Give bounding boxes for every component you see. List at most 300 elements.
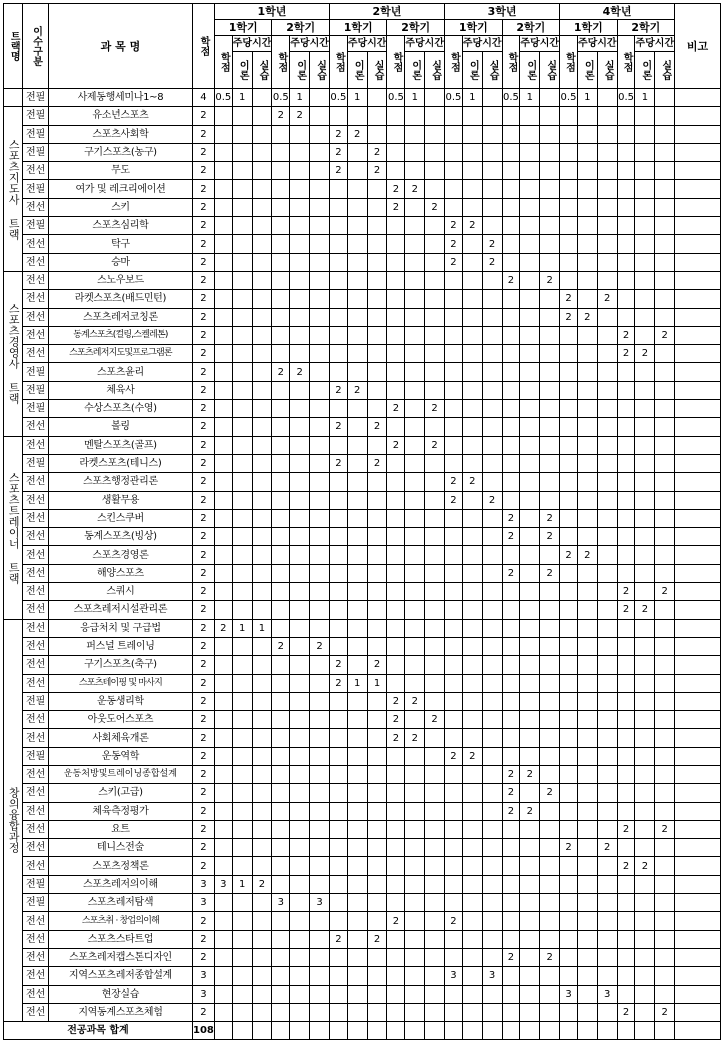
grid-cell	[329, 271, 347, 289]
grid-cell	[540, 583, 560, 601]
grid-cell	[272, 162, 290, 180]
grid-cell	[502, 436, 520, 454]
grid-cell	[635, 308, 655, 326]
grid-cell	[329, 948, 347, 966]
grid-cell	[502, 418, 520, 436]
grid-cell	[560, 711, 578, 729]
grid-cell	[425, 363, 445, 381]
grid-cell	[655, 564, 675, 582]
grid-cell	[214, 253, 232, 271]
grid-cell	[655, 546, 675, 564]
course-type: 전필	[23, 363, 49, 381]
grid-cell	[310, 674, 330, 692]
grid-cell	[347, 363, 367, 381]
grid-cell	[502, 363, 520, 381]
header-credit: 학점	[193, 4, 215, 89]
grid-cell: 2	[405, 180, 425, 198]
grid-cell: 2	[540, 948, 560, 966]
grid-cell	[462, 583, 482, 601]
header-weekly-hours: 주당시간	[405, 36, 445, 52]
remark-cell	[675, 948, 721, 966]
grid-cell	[347, 180, 367, 198]
grid-cell	[405, 857, 425, 875]
grid-cell	[462, 765, 482, 783]
grid-cell	[387, 802, 405, 820]
grid-cell	[310, 857, 330, 875]
grid-cell	[310, 217, 330, 235]
grid-cell	[635, 1022, 655, 1040]
course-credit: 2	[193, 637, 215, 655]
grid-cell	[310, 802, 330, 820]
header-sem-credit: 학점	[617, 36, 635, 89]
grid-cell	[367, 290, 387, 308]
grid-cell	[597, 308, 617, 326]
grid-cell	[347, 400, 367, 418]
grid-cell	[520, 509, 540, 527]
grid-cell	[520, 235, 540, 253]
grid-cell	[252, 326, 272, 344]
grid-cell	[502, 125, 520, 143]
grid-cell	[272, 583, 290, 601]
grid-cell	[329, 491, 347, 509]
grid-cell	[520, 217, 540, 235]
grid-cell	[597, 125, 617, 143]
grid-cell	[462, 930, 482, 948]
course-credit: 4	[193, 89, 215, 107]
grid-cell	[232, 235, 252, 253]
grid-cell	[462, 802, 482, 820]
grid-cell	[214, 180, 232, 198]
grid-cell	[560, 198, 578, 216]
grid-cell	[252, 491, 272, 509]
grid-cell	[445, 637, 463, 655]
grid-cell	[367, 1022, 387, 1040]
grid-cell	[617, 436, 635, 454]
grid-cell	[655, 180, 675, 198]
grid-cell	[617, 747, 635, 765]
grid-cell	[520, 143, 540, 161]
table-row	[4, 473, 721, 491]
grid-cell	[232, 345, 252, 363]
table-row	[4, 912, 721, 930]
grid-cell	[272, 1022, 290, 1040]
grid-cell	[445, 143, 463, 161]
grid-cell	[482, 894, 502, 912]
grid-cell	[540, 546, 560, 564]
table-row	[4, 308, 721, 326]
grid-cell	[367, 1003, 387, 1021]
grid-cell	[520, 583, 540, 601]
table-row	[4, 747, 721, 765]
grid-cell	[445, 692, 463, 710]
grid-cell	[520, 729, 540, 747]
grid-cell	[387, 235, 405, 253]
grid-cell	[310, 125, 330, 143]
grid-cell	[347, 418, 367, 436]
grid-cell	[462, 1003, 482, 1021]
grid-cell	[405, 637, 425, 655]
grid-cell	[367, 784, 387, 802]
grid-cell	[425, 692, 445, 710]
grid-cell	[310, 583, 330, 601]
grid-cell	[560, 1022, 578, 1040]
course-type: 전선	[23, 839, 49, 857]
grid-cell	[520, 198, 540, 216]
grid-cell	[482, 583, 502, 601]
table-row	[4, 528, 721, 546]
header-hour-type: 실습	[367, 52, 387, 89]
grid-cell	[387, 820, 405, 838]
grid-cell	[252, 198, 272, 216]
grid-cell	[462, 454, 482, 472]
grid-cell	[482, 820, 502, 838]
grid-cell	[540, 491, 560, 509]
grid-cell	[232, 491, 252, 509]
grid-cell	[329, 198, 347, 216]
grid-cell	[405, 820, 425, 838]
grid-cell	[329, 802, 347, 820]
grid-cell	[232, 930, 252, 948]
grid-cell	[272, 546, 290, 564]
grid-cell	[310, 418, 330, 436]
grid-cell	[560, 418, 578, 436]
total-label: 전공과목 합계	[4, 1022, 193, 1040]
grid-cell	[540, 381, 560, 399]
track-name: 스포츠트레이너 트랙	[4, 436, 23, 619]
grid-cell	[252, 180, 272, 198]
grid-cell	[655, 473, 675, 491]
grid-cell: 2	[635, 601, 655, 619]
grid-cell	[290, 290, 310, 308]
course-type: 전선	[23, 509, 49, 527]
grid-cell	[252, 345, 272, 363]
grid-cell	[597, 948, 617, 966]
grid-cell	[445, 839, 463, 857]
grid-cell	[635, 546, 655, 564]
grid-cell	[272, 308, 290, 326]
grid-cell	[617, 619, 635, 637]
grid-cell	[577, 601, 597, 619]
grid-cell: 1	[635, 89, 655, 107]
course-type: 전선	[23, 619, 49, 637]
grid-cell	[540, 326, 560, 344]
grid-cell	[214, 674, 232, 692]
grid-cell	[502, 235, 520, 253]
grid-cell	[617, 290, 635, 308]
grid-cell	[617, 180, 635, 198]
course-credit: 2	[193, 235, 215, 253]
grid-cell	[597, 107, 617, 125]
grid-cell	[367, 308, 387, 326]
grid-cell	[502, 820, 520, 838]
grid-cell	[635, 985, 655, 1003]
grid-cell	[272, 967, 290, 985]
course-type: 전선	[23, 674, 49, 692]
grid-cell	[560, 857, 578, 875]
header-weekly-hours: 주당시간	[232, 36, 272, 52]
grid-cell	[577, 125, 597, 143]
grid-cell	[252, 235, 272, 253]
grid-cell: 1	[405, 89, 425, 107]
course-type: 전필	[23, 747, 49, 765]
grid-cell	[560, 381, 578, 399]
grid-cell	[425, 857, 445, 875]
grid-cell: 2	[272, 107, 290, 125]
grid-cell	[482, 345, 502, 363]
grid-cell	[540, 308, 560, 326]
grid-cell	[520, 271, 540, 289]
grid-cell: 2	[387, 912, 405, 930]
grid-cell	[214, 985, 232, 1003]
grid-cell	[635, 839, 655, 857]
grid-cell	[387, 454, 405, 472]
grid-cell	[232, 473, 252, 491]
course-type: 전선	[23, 253, 49, 271]
grid-cell	[310, 967, 330, 985]
grid-cell	[425, 253, 445, 271]
course-type: 전선	[23, 528, 49, 546]
grid-cell	[617, 528, 635, 546]
grid-cell	[347, 271, 367, 289]
grid-cell	[425, 747, 445, 765]
grid-cell	[367, 601, 387, 619]
grid-cell	[540, 619, 560, 637]
grid-cell	[635, 253, 655, 271]
grid-cell	[405, 1003, 425, 1021]
grid-cell	[214, 198, 232, 216]
grid-cell	[462, 308, 482, 326]
grid-cell	[482, 729, 502, 747]
grid-cell: 2	[387, 692, 405, 710]
grid-cell	[214, 326, 232, 344]
grid-cell	[560, 894, 578, 912]
grid-cell	[520, 473, 540, 491]
grid-cell	[577, 894, 597, 912]
course-type: 전선	[23, 729, 49, 747]
grid-cell	[502, 857, 520, 875]
grid-cell	[252, 637, 272, 655]
grid-cell	[462, 967, 482, 985]
course-type: 전필	[23, 875, 49, 893]
grid-cell	[347, 436, 367, 454]
course-type: 전선	[23, 198, 49, 216]
grid-cell	[367, 802, 387, 820]
grid-cell	[310, 839, 330, 857]
grid-cell	[635, 491, 655, 509]
grid-cell	[405, 235, 425, 253]
grid-cell	[617, 418, 635, 436]
grid-cell	[405, 162, 425, 180]
course-name: 볼링	[48, 418, 192, 436]
grid-cell	[232, 967, 252, 985]
grid-cell	[387, 326, 405, 344]
grid-cell	[635, 143, 655, 161]
grid-cell	[272, 418, 290, 436]
grid-cell: 2	[617, 601, 635, 619]
grid-cell	[445, 619, 463, 637]
grid-cell	[462, 326, 482, 344]
grid-cell	[577, 473, 597, 491]
grid-cell	[520, 290, 540, 308]
grid-cell	[252, 1022, 272, 1040]
grid-cell	[425, 217, 445, 235]
grid-cell	[252, 601, 272, 619]
grid-cell	[347, 967, 367, 985]
grid-cell	[502, 381, 520, 399]
grid-cell	[502, 930, 520, 948]
grid-cell	[405, 345, 425, 363]
course-name: 체육측정평가	[48, 802, 192, 820]
grid-cell	[520, 784, 540, 802]
grid-cell	[272, 820, 290, 838]
grid-cell	[482, 930, 502, 948]
remark-cell	[675, 308, 721, 326]
grid-cell	[347, 692, 367, 710]
grid-cell: 2	[635, 857, 655, 875]
grid-cell	[405, 583, 425, 601]
grid-cell	[635, 711, 655, 729]
grid-cell: 3	[482, 967, 502, 985]
grid-cell	[347, 820, 367, 838]
grid-cell: 2	[367, 418, 387, 436]
course-credit: 2	[193, 143, 215, 161]
grid-cell	[387, 839, 405, 857]
grid-cell: 2	[272, 637, 290, 655]
grid-cell	[232, 180, 252, 198]
grid-cell	[482, 198, 502, 216]
grid-cell	[462, 894, 482, 912]
grid-cell	[462, 839, 482, 857]
grid-cell	[347, 784, 367, 802]
grid-cell	[560, 912, 578, 930]
grid-cell	[232, 454, 252, 472]
grid-cell	[367, 89, 387, 107]
grid-cell	[367, 509, 387, 527]
grid-cell: 2	[597, 839, 617, 857]
remark-cell	[675, 674, 721, 692]
grid-cell	[577, 436, 597, 454]
grid-cell	[252, 948, 272, 966]
course-credit: 2	[193, 857, 215, 875]
grid-cell: 1	[577, 89, 597, 107]
grid-cell	[347, 564, 367, 582]
course-type: 전선	[23, 985, 49, 1003]
grid-cell	[540, 125, 560, 143]
header-hour-type: 이론	[405, 52, 425, 89]
grid-cell	[520, 692, 540, 710]
grid-cell	[232, 912, 252, 930]
course-credit: 2	[193, 839, 215, 857]
grid-cell	[347, 162, 367, 180]
grid-cell	[310, 491, 330, 509]
grid-cell	[445, 436, 463, 454]
grid-cell	[367, 363, 387, 381]
grid-cell	[252, 729, 272, 747]
grid-cell	[214, 839, 232, 857]
grid-cell	[272, 930, 290, 948]
grid-cell	[462, 711, 482, 729]
grid-cell	[272, 381, 290, 399]
grid-cell	[655, 692, 675, 710]
grid-cell	[597, 802, 617, 820]
grid-cell: 0.5	[560, 89, 578, 107]
grid-cell	[387, 985, 405, 1003]
grid-cell	[387, 674, 405, 692]
grid-cell	[347, 290, 367, 308]
grid-cell	[655, 345, 675, 363]
grid-cell	[560, 784, 578, 802]
grid-cell	[252, 656, 272, 674]
grid-cell	[482, 271, 502, 289]
course-type: 전선	[23, 583, 49, 601]
course-credit: 2	[193, 162, 215, 180]
grid-cell	[425, 912, 445, 930]
grid-cell	[462, 692, 482, 710]
course-credit: 2	[193, 1003, 215, 1021]
remark-cell	[675, 326, 721, 344]
grid-cell	[252, 765, 272, 783]
course-credit: 2	[193, 546, 215, 564]
grid-cell	[635, 637, 655, 655]
grid-cell	[232, 125, 252, 143]
grid-cell	[290, 491, 310, 509]
grid-cell	[347, 473, 367, 491]
grid-cell	[329, 839, 347, 857]
grid-cell	[290, 528, 310, 546]
grid-cell	[445, 583, 463, 601]
course-name: 스키	[48, 198, 192, 216]
grid-cell	[617, 912, 635, 930]
course-type: 전선	[23, 308, 49, 326]
grid-cell	[597, 345, 617, 363]
course-credit: 2	[193, 381, 215, 399]
grid-cell	[272, 143, 290, 161]
grid-cell	[310, 235, 330, 253]
course-name: 유소년스포츠	[48, 107, 192, 125]
grid-cell	[367, 619, 387, 637]
table-row	[4, 454, 721, 472]
grid-cell	[482, 180, 502, 198]
grid-cell	[445, 601, 463, 619]
grid-cell	[560, 802, 578, 820]
grid-cell	[329, 857, 347, 875]
table-row	[4, 839, 721, 857]
grid-cell	[214, 930, 232, 948]
grid-cell	[272, 875, 290, 893]
grid-cell	[290, 875, 310, 893]
grid-cell	[540, 436, 560, 454]
grid-cell	[232, 381, 252, 399]
remark-cell	[675, 381, 721, 399]
grid-cell	[290, 1003, 310, 1021]
grid-cell	[482, 985, 502, 1003]
grid-cell	[272, 125, 290, 143]
grid-cell	[405, 930, 425, 948]
grid-cell	[367, 747, 387, 765]
grid-cell	[232, 637, 252, 655]
remark-cell	[675, 765, 721, 783]
table-row	[4, 564, 721, 582]
grid-cell	[387, 473, 405, 491]
grid-cell	[272, 180, 290, 198]
grid-cell	[329, 400, 347, 418]
grid-cell	[367, 637, 387, 655]
course-credit: 2	[193, 692, 215, 710]
grid-cell	[462, 912, 482, 930]
grid-cell	[482, 656, 502, 674]
grid-cell	[232, 107, 252, 125]
course-credit: 2	[193, 747, 215, 765]
